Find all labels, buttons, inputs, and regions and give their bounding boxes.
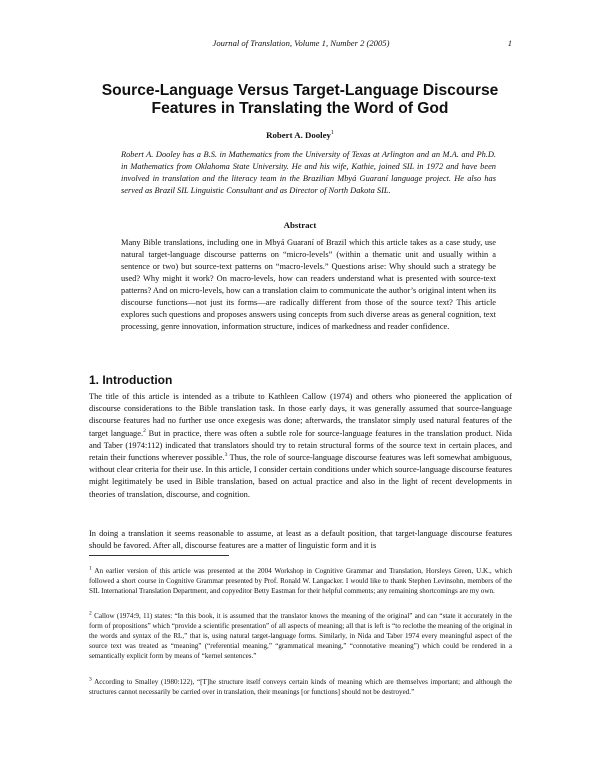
- intro-paragraph-2: In doing a translation it seems reasonable to assume, at least as a default position, that target-language discourse features should be favored. After all, discourse features are a matter of linguistic form and it is: [89, 529, 512, 551]
- running-head: [90, 38, 512, 52]
- author-name: Robert A. Dooley: [266, 130, 331, 140]
- para1-text-a: The title of this article is intended as a tribute to Kathleen Callow (1974) and others who pioneered the application of discourse considerations to the Bible translation task. In those early days, it was generally assumed that source-language discourse features had no further use once exegesis was done; afterwards, the translator simply used natural features of the target language.: [89, 392, 512, 438]
- intro-paragraph-1: [89, 391, 512, 501]
- footnote-2: [89, 611, 512, 661]
- footnote-1: [89, 566, 512, 596]
- footnote-separator: [89, 555, 229, 556]
- footnote-ref-2[interactable]: 2: [143, 427, 146, 434]
- para1-text-b: But in practice, there was often a subtle role for source-language features in the translation product. Nida and Taber (1974:112) indicated that translators should try to retain structural forms of the source text in certain places, and retain their functions wherever possible.: [89, 428, 512, 463]
- abstract-text: Many Bible translations, including one in Mbyá Guaraní of Brazil which this article takes as a case study, use natural target-language discourse patterns on “micro-levels” (within a thematic unit and usually within a sentence or two) but source-text patterns on “macro-levels.” Questions arise: Why should such a strategy be used? Why might it work? On macro-levels, how can readers understand what is presented with source-text patterns? And on micro-levels, how can a translation claim to communicate the author’s original intent when its discourse functions—not just its forms—are radically different from those of the source text? This article explores such questions and proposes answers using concepts from such diverse areas as general cognition, text processing, genre innovation, information structure, indices of markedness and reader confidence.: [121, 238, 496, 331]
- footnote-ref-3[interactable]: 3: [224, 452, 228, 459]
- title-line-1: Source-Language Versus Target-Language Discourse: [101, 82, 499, 99]
- author-line: [60, 130, 540, 140]
- footnote-3-text: According to Smalley (1980:122), “[T]he structure itself conveys certain kinds of meaning which are themselves important; and although the structures cannot necessarily be carried over in translation, their meanings [or functions] should not be destroyed.”: [89, 678, 512, 696]
- abstract-heading: Abstract: [283, 220, 317, 230]
- section-heading-introduction: 1. Introduction: [89, 373, 173, 387]
- footnote-3-marker: 3: [89, 676, 92, 683]
- footnote-3: [89, 677, 512, 697]
- footnote-1-text: An earlier version of this article was presented at the 2004 Workshop in Cognitive Grammar and Translation, Horsleys Green, U.K., which followed a short course in Cognitive Grammar presented by Prof. Ronald W. Langacker. I would like to thank Stephen Levinsohn, members of the SIL International Translation Department, and copyeditor Betty Eastman for their helpful comments; any remaining shortcomings are my own.: [89, 567, 512, 595]
- footnote-1-marker: 1: [89, 565, 92, 572]
- author-footnote-marker[interactable]: 1: [330, 130, 334, 137]
- page-number: 1: [507, 38, 512, 48]
- article-title: [60, 82, 540, 118]
- footnote-2-text: Callow (1974:9, 11) states: “In this book, it is assumed that the translator knows the meaning of the original” and can “state it accurately in the form of propositions” which “provide a scientific presentation” of all aspects of meaning; all that is left is “to reclothe the meaning of the original in the words and syntax of the RL,” that is, using natural target-language forms. Similarly, in Nida and Taber 1974 every meaningful aspect of the source text was treated as “meaning” (“referential meaning,” “grammatical meaning,” “connotative meaning”) which could be rendered in a semantically explicit form by means of “kernel sentences.”: [89, 612, 512, 660]
- author-bio: Robert A. Dooley has a B.S. in Mathematics from the University of Texas at Arlington and an M.A. and Ph.D. in Mathematics from Oklahoma State University. He and his wife, Kathie, joined SIL in 1972 and have been involved in translation and the literacy team in the Brazilian Mbyá Guaraní language project. He also has served as Brazil SIL Linguistic Consultant and as Director of North Dakota SIL.: [121, 150, 496, 195]
- para1-text-c: Thus, the role of source-language discourse features was left somewhat ambiguous, without clear criteria for their use. In this article, I consider certain conditions under which source-language discourse features might legitimately be used in Bible translation, based on actual practice and also in the light of recent developments in theories of translation, discourse, and cognition.: [89, 453, 513, 499]
- title-line-2: Features in Translating the Word of God: [151, 100, 449, 117]
- footnote-2-marker: 2: [89, 610, 92, 617]
- journal-citation: Journal of Translation, Volume 1, Number 2 (2005): [212, 38, 390, 48]
